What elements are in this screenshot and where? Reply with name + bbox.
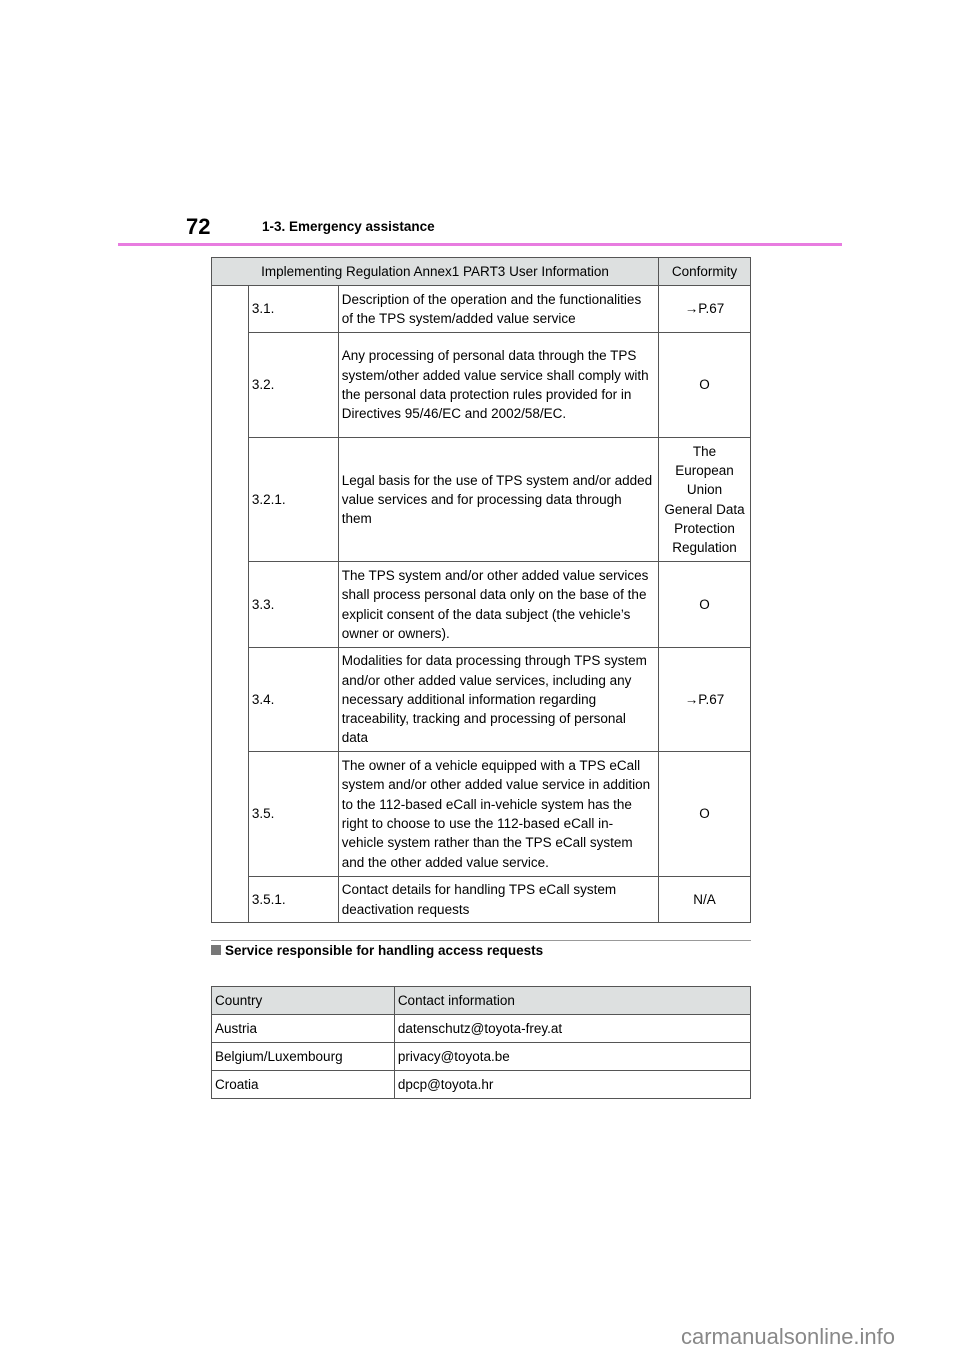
row-text: Description of the operation and the functionalities of the TPS system/added value service bbox=[338, 286, 658, 333]
indent-cell bbox=[212, 286, 249, 923]
header-contact: Contact information bbox=[394, 987, 750, 1015]
table-header bbox=[212, 987, 751, 1015]
section-heading bbox=[211, 943, 543, 958]
contact-cell: dpcp@toyota.hr bbox=[394, 1071, 750, 1099]
contact-table bbox=[211, 986, 751, 1099]
country-cell: Croatia bbox=[212, 1071, 395, 1099]
row-text: The TPS system and/or other added value services shall process personal data only on the base of the explicit consent of the data subject (the vehicle’s owner or owners). bbox=[338, 562, 658, 648]
header-user-info: Implementing Regulation Annex1 PART3 User Information bbox=[212, 258, 659, 286]
table-header bbox=[212, 258, 751, 286]
header-conformity: Conformity bbox=[659, 258, 751, 286]
table-row bbox=[212, 877, 751, 923]
table-row bbox=[212, 333, 751, 438]
row-number: 3.5.1. bbox=[248, 877, 338, 923]
table-row bbox=[212, 562, 751, 648]
country-cell: Austria bbox=[212, 1015, 395, 1043]
contact-cell: privacy@toyota.be bbox=[394, 1043, 750, 1071]
watermark: carmanualsonline.info bbox=[681, 1324, 896, 1349]
table-row bbox=[212, 438, 751, 562]
row-number: 3.1. bbox=[248, 286, 338, 333]
bullet-square-icon bbox=[211, 945, 221, 955]
table-row bbox=[212, 286, 751, 333]
row-conformity: O bbox=[659, 562, 751, 648]
section-divider bbox=[211, 940, 751, 941]
row-conformity: →P.67 bbox=[659, 648, 751, 752]
contact-cell: datenschutz@toyota-frey.at bbox=[394, 1015, 750, 1043]
row-conformity: O bbox=[659, 752, 751, 877]
row-number: 3.4. bbox=[248, 648, 338, 752]
table-row bbox=[212, 1071, 751, 1099]
row-number: 3.2.1. bbox=[248, 438, 338, 562]
row-text: Any processing of personal data through the TPS system/other added value service shall comply with the personal data protection rules provided for in Directives 95/46/EC and 2002/58/EC. bbox=[338, 333, 658, 438]
row-text: Legal basis for the use of TPS system and/or added value services and for processing data through them bbox=[338, 438, 658, 562]
row-conformity: N/A bbox=[659, 877, 751, 923]
user-information-table bbox=[211, 257, 751, 923]
country-cell: Belgium/Luxembourg bbox=[212, 1043, 395, 1071]
row-number: 3.2. bbox=[248, 333, 338, 438]
table-row bbox=[212, 1043, 751, 1071]
row-conformity: O bbox=[659, 333, 751, 438]
row-text: The owner of a vehicle equipped with a TPS eCall system and/or other added value service in addition to the 112-based eCall in-vehicle system has the right to choose to use the 112-based eCall in-vehicle system rather than the TPS eCall system and the other added value service. bbox=[338, 752, 658, 877]
header-divider bbox=[118, 243, 842, 246]
page-number: 72 bbox=[186, 214, 211, 239]
row-conformity: →P.67 bbox=[659, 286, 751, 333]
table-row bbox=[212, 752, 751, 877]
row-conformity: The European Union General Data Protection Regulation bbox=[659, 438, 751, 562]
row-number: 3.5. bbox=[248, 752, 338, 877]
section-title: 1-3. Emergency assistance bbox=[262, 219, 435, 234]
row-text: Modalities for data processing through TPS system and/or other added value services, including any necessary additional information regarding traceability, tracking and processing of personal data bbox=[338, 648, 658, 752]
table-row bbox=[212, 1015, 751, 1043]
row-number: 3.3. bbox=[248, 562, 338, 648]
section-heading-text: Service responsible for handling access requests bbox=[225, 943, 544, 958]
row-text: Contact details for handling TPS eCall system deactivation requests bbox=[338, 877, 658, 923]
header-country: Country bbox=[212, 987, 395, 1015]
table-row bbox=[212, 648, 751, 752]
